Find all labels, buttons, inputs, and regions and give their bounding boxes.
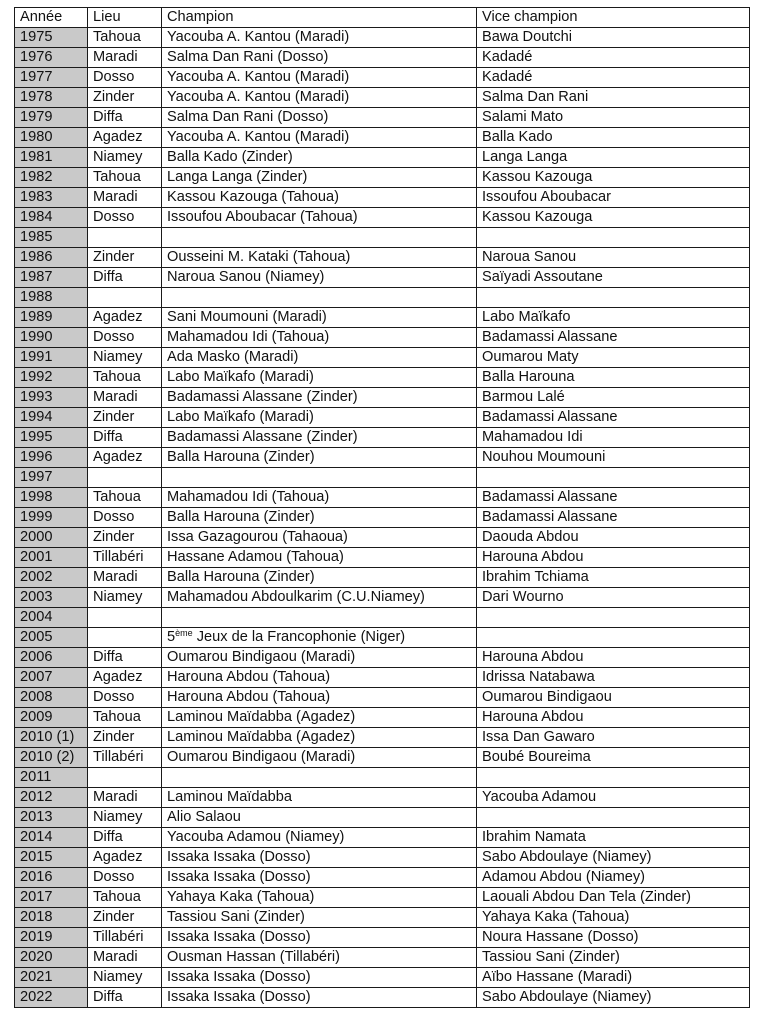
cell-lieu (88, 228, 162, 248)
table-row (15, 808, 750, 828)
table-row (15, 348, 750, 368)
cell-vice-champion: Daouda Abdou (477, 528, 750, 548)
cell-annee: 1981 (15, 148, 88, 168)
cell-lieu: Tahoua (88, 488, 162, 508)
cell-vice-champion (477, 808, 750, 828)
cell-annee: 2006 (15, 648, 88, 668)
table-row (15, 428, 750, 448)
table-row (15, 788, 750, 808)
cell-champion: Harouna Abdou (Tahoua) (162, 668, 477, 688)
table-row (15, 408, 750, 428)
table-row (15, 148, 750, 168)
table-row (15, 188, 750, 208)
cell-annee: 1998 (15, 488, 88, 508)
cell-annee: 2019 (15, 928, 88, 948)
cell-lieu: Tahoua (88, 708, 162, 728)
champions-table-container (14, 7, 750, 1008)
cell-annee: 2001 (15, 548, 88, 568)
cell-annee: 1978 (15, 88, 88, 108)
table-row (15, 828, 750, 848)
cell-champion: Badamassi Alassane (Zinder) (162, 428, 477, 448)
cell-vice-champion: Noura Hassane (Dosso) (477, 928, 750, 948)
cell-lieu: Niamey (88, 968, 162, 988)
cell-vice-champion: Adamou Abdou (Niamey) (477, 868, 750, 888)
cell-champion: Ada Masko (Maradi) (162, 348, 477, 368)
cell-champion (162, 628, 477, 648)
cell-champion: Balla Harouna (Zinder) (162, 448, 477, 468)
table-row (15, 708, 750, 728)
cell-lieu: Tahoua (88, 368, 162, 388)
cell-vice-champion: Harouna Abdou (477, 708, 750, 728)
cell-lieu: Maradi (88, 48, 162, 68)
cell-champion: Alio Salaou (162, 808, 477, 828)
cell-lieu: Agadez (88, 848, 162, 868)
cell-champion: Hassane Adamou (Tahoua) (162, 548, 477, 568)
cell-lieu (88, 628, 162, 648)
cell-vice-champion: Labo Maïkafo (477, 308, 750, 328)
cell-vice-champion: Yahaya Kaka (Tahoua) (477, 908, 750, 928)
table-row (15, 588, 750, 608)
cell-lieu: Dosso (88, 328, 162, 348)
cell-champion: Yacouba A. Kantou (Maradi) (162, 88, 477, 108)
cell-lieu: Dosso (88, 508, 162, 528)
edition-ordinal-suffix: ème (175, 628, 193, 638)
table-row (15, 308, 750, 328)
cell-annee: 2010 (1) (15, 728, 88, 748)
cell-champion: Laminou Maïdabba (Agadez) (162, 728, 477, 748)
cell-lieu: Tillabéri (88, 928, 162, 948)
cell-vice-champion: Bawa Doutchi (477, 28, 750, 48)
cell-champion (162, 608, 477, 628)
cell-lieu (88, 768, 162, 788)
cell-annee: 1982 (15, 168, 88, 188)
cell-champion: Kassou Kazouga (Tahoua) (162, 188, 477, 208)
table-row (15, 208, 750, 228)
cell-lieu: Niamey (88, 348, 162, 368)
cell-annee: 2018 (15, 908, 88, 928)
cell-annee: 2013 (15, 808, 88, 828)
cell-annee: 1975 (15, 28, 88, 48)
table-body (15, 28, 750, 1008)
cell-annee: 2003 (15, 588, 88, 608)
table-row (15, 468, 750, 488)
cell-champion: Salma Dan Rani (Dosso) (162, 108, 477, 128)
table-row (15, 648, 750, 668)
cell-annee: 2014 (15, 828, 88, 848)
cell-vice-champion (477, 288, 750, 308)
cell-champion (162, 288, 477, 308)
cell-vice-champion: Balla Harouna (477, 368, 750, 388)
cell-annee: 1988 (15, 288, 88, 308)
cell-champion: Issaka Issaka (Dosso) (162, 928, 477, 948)
table-row (15, 48, 750, 68)
cell-annee: 2012 (15, 788, 88, 808)
cell-champion: Mahamadou Idi (Tahoua) (162, 488, 477, 508)
cell-vice-champion: Harouna Abdou (477, 548, 750, 568)
cell-vice-champion: Nouhou Moumouni (477, 448, 750, 468)
cell-vice-champion (477, 228, 750, 248)
table-row (15, 268, 750, 288)
cell-vice-champion: Badamassi Alassane (477, 408, 750, 428)
cell-champion: Laminou Maïdabba (162, 788, 477, 808)
table-row (15, 928, 750, 948)
cell-vice-champion: Kadadé (477, 68, 750, 88)
table-row (15, 848, 750, 868)
cell-lieu: Dosso (88, 688, 162, 708)
cell-champion: Salma Dan Rani (Dosso) (162, 48, 477, 68)
table-row (15, 508, 750, 528)
table-row (15, 768, 750, 788)
cell-champion: Badamassi Alassane (Zinder) (162, 388, 477, 408)
table-header (15, 8, 750, 28)
cell-lieu: Tahoua (88, 888, 162, 908)
table-row (15, 608, 750, 628)
cell-champion: Issaka Issaka (Dosso) (162, 848, 477, 868)
cell-champion: Oumarou Bindigaou (Maradi) (162, 648, 477, 668)
table-row (15, 888, 750, 908)
header-champion: Champion (162, 8, 477, 28)
cell-vice-champion: Salami Mato (477, 108, 750, 128)
cell-annee: 2002 (15, 568, 88, 588)
cell-vice-champion: Saïyadi Assoutane (477, 268, 750, 288)
table-row (15, 68, 750, 88)
cell-lieu: Diffa (88, 648, 162, 668)
cell-champion: Naroua Sanou (Niamey) (162, 268, 477, 288)
cell-champion: Issaka Issaka (Dosso) (162, 988, 477, 1008)
cell-annee: 2005 (15, 628, 88, 648)
table-row (15, 668, 750, 688)
cell-lieu: Tahoua (88, 28, 162, 48)
cell-lieu: Maradi (88, 388, 162, 408)
cell-annee: 1992 (15, 368, 88, 388)
cell-annee: 2015 (15, 848, 88, 868)
edition-label: Jeux de la Francophonie (Niger) (192, 629, 406, 645)
cell-vice-champion (477, 768, 750, 788)
cell-champion: Labo Maïkafo (Maradi) (162, 368, 477, 388)
cell-vice-champion: Aïbo Hassane (Maradi) (477, 968, 750, 988)
cell-lieu: Zinder (88, 728, 162, 748)
table-row (15, 688, 750, 708)
table-row (15, 28, 750, 48)
cell-vice-champion: Idrissa Natabawa (477, 668, 750, 688)
cell-lieu: Maradi (88, 568, 162, 588)
cell-vice-champion: Badamassi Alassane (477, 488, 750, 508)
cell-annee: 1997 (15, 468, 88, 488)
cell-champion: Issa Gazagourou (Tahaoua) (162, 528, 477, 548)
cell-lieu: Maradi (88, 188, 162, 208)
cell-champion: Issaka Issaka (Dosso) (162, 968, 477, 988)
cell-vice-champion: Kassou Kazouga (477, 208, 750, 228)
cell-annee: 2017 (15, 888, 88, 908)
cell-vice-champion: Tassiou Sani (Zinder) (477, 948, 750, 968)
cell-vice-champion: Laouali Abdou Dan Tela (Zinder) (477, 888, 750, 908)
cell-annee: 1986 (15, 248, 88, 268)
cell-champion: Ousseini M. Kataki (Tahoua) (162, 248, 477, 268)
cell-vice-champion: Issoufou Aboubacar (477, 188, 750, 208)
cell-champion: Yacouba A. Kantou (Maradi) (162, 28, 477, 48)
cell-lieu: Diffa (88, 268, 162, 288)
cell-annee: 2016 (15, 868, 88, 888)
cell-champion (162, 468, 477, 488)
cell-annee: 2007 (15, 668, 88, 688)
cell-champion: Tassiou Sani (Zinder) (162, 908, 477, 928)
cell-vice-champion: Mahamadou Idi (477, 428, 750, 448)
cell-lieu: Dosso (88, 208, 162, 228)
cell-lieu: Zinder (88, 908, 162, 928)
cell-vice-champion: Ibrahim Tchiama (477, 568, 750, 588)
cell-vice-champion: Oumarou Maty (477, 348, 750, 368)
cell-vice-champion: Barmou Lalé (477, 388, 750, 408)
cell-champion: Labo Maïkafo (Maradi) (162, 408, 477, 428)
header-vice-champion: Vice champion (477, 8, 750, 28)
cell-vice-champion: Yacouba Adamou (477, 788, 750, 808)
cell-lieu: Zinder (88, 528, 162, 548)
table-row (15, 488, 750, 508)
table-row (15, 88, 750, 108)
cell-annee: 1979 (15, 108, 88, 128)
cell-vice-champion: Balla Kado (477, 128, 750, 148)
cell-vice-champion: Issa Dan Gawaro (477, 728, 750, 748)
cell-annee: 1995 (15, 428, 88, 448)
cell-annee: 1993 (15, 388, 88, 408)
table-row (15, 728, 750, 748)
table-row (15, 168, 750, 188)
cell-lieu: Diffa (88, 828, 162, 848)
edition-number: 5 (167, 629, 176, 645)
cell-annee: 2008 (15, 688, 88, 708)
cell-annee: 2009 (15, 708, 88, 728)
cell-champion: Oumarou Bindigaou (Maradi) (162, 748, 477, 768)
table-row (15, 748, 750, 768)
cell-annee: 1994 (15, 408, 88, 428)
cell-lieu: Agadez (88, 128, 162, 148)
table-row (15, 328, 750, 348)
cell-vice-champion: Sabo Abdoulaye (Niamey) (477, 988, 750, 1008)
cell-vice-champion: Ibrahim Namata (477, 828, 750, 848)
cell-annee: 2020 (15, 948, 88, 968)
cell-champion: Mahamadou Abdoulkarim (C.U.Niamey) (162, 588, 477, 608)
table-row (15, 108, 750, 128)
table-row (15, 248, 750, 268)
cell-champion: Langa Langa (Zinder) (162, 168, 477, 188)
cell-champion (162, 768, 477, 788)
cell-annee: 2004 (15, 608, 88, 628)
cell-champion: Yacouba A. Kantou (Maradi) (162, 68, 477, 88)
cell-lieu: Tillabéri (88, 748, 162, 768)
header-annee: Année (15, 8, 88, 28)
cell-lieu: Agadez (88, 448, 162, 468)
cell-lieu: Diffa (88, 988, 162, 1008)
cell-vice-champion: Salma Dan Rani (477, 88, 750, 108)
cell-annee: 1976 (15, 48, 88, 68)
cell-annee: 1996 (15, 448, 88, 468)
cell-lieu: Tillabéri (88, 548, 162, 568)
cell-champion: Yacouba Adamou (Niamey) (162, 828, 477, 848)
table-row (15, 908, 750, 928)
cell-champion: Yahaya Kaka (Tahoua) (162, 888, 477, 908)
cell-champion: Balla Kado (Zinder) (162, 148, 477, 168)
cell-annee: 2000 (15, 528, 88, 548)
cell-lieu (88, 608, 162, 628)
table-row (15, 948, 750, 968)
cell-lieu: Dosso (88, 68, 162, 88)
cell-champion: Issaka Issaka (Dosso) (162, 868, 477, 888)
cell-annee: 1980 (15, 128, 88, 148)
cell-lieu: Dosso (88, 868, 162, 888)
cell-vice-champion: Harouna Abdou (477, 648, 750, 668)
cell-annee: 1989 (15, 308, 88, 328)
cell-champion: Mahamadou Idi (Tahoua) (162, 328, 477, 348)
cell-lieu: Zinder (88, 248, 162, 268)
cell-annee: 1990 (15, 328, 88, 348)
table-row (15, 868, 750, 888)
header-lieu: Lieu (88, 8, 162, 28)
cell-vice-champion: Oumarou Bindigaou (477, 688, 750, 708)
cell-vice-champion: Langa Langa (477, 148, 750, 168)
cell-annee: 2021 (15, 968, 88, 988)
cell-annee: 1983 (15, 188, 88, 208)
cell-annee: 1984 (15, 208, 88, 228)
cell-lieu: Maradi (88, 948, 162, 968)
cell-annee: 1999 (15, 508, 88, 528)
cell-vice-champion: Sabo Abdoulaye (Niamey) (477, 848, 750, 868)
table-row (15, 548, 750, 568)
table-row (15, 128, 750, 148)
cell-lieu: Agadez (88, 308, 162, 328)
cell-vice-champion: Naroua Sanou (477, 248, 750, 268)
cell-annee: 1977 (15, 68, 88, 88)
cell-vice-champion: Kadadé (477, 48, 750, 68)
cell-lieu: Zinder (88, 88, 162, 108)
cell-vice-champion: Dari Wourno (477, 588, 750, 608)
table-row (15, 448, 750, 468)
cell-vice-champion (477, 468, 750, 488)
cell-lieu: Niamey (88, 588, 162, 608)
header-row (15, 8, 750, 28)
cell-vice-champion: Badamassi Alassane (477, 328, 750, 348)
table-row (15, 388, 750, 408)
cell-lieu: Diffa (88, 108, 162, 128)
cell-champion: Balla Harouna (Zinder) (162, 568, 477, 588)
cell-vice-champion (477, 608, 750, 628)
cell-lieu: Niamey (88, 148, 162, 168)
cell-annee: 2010 (2) (15, 748, 88, 768)
cell-annee: 1991 (15, 348, 88, 368)
table-row (15, 288, 750, 308)
cell-champion: Balla Harouna (Zinder) (162, 508, 477, 528)
cell-lieu: Maradi (88, 788, 162, 808)
cell-annee: 2022 (15, 988, 88, 1008)
cell-annee: 2011 (15, 768, 88, 788)
table-row (15, 568, 750, 588)
cell-lieu: Agadez (88, 668, 162, 688)
cell-vice-champion: Kassou Kazouga (477, 168, 750, 188)
champions-table (14, 7, 750, 1008)
cell-champion: Yacouba A. Kantou (Maradi) (162, 128, 477, 148)
table-row (15, 228, 750, 248)
cell-vice-champion (477, 628, 750, 648)
table-row (15, 988, 750, 1008)
cell-lieu (88, 468, 162, 488)
table-row (15, 968, 750, 988)
cell-lieu: Diffa (88, 428, 162, 448)
table-row (15, 628, 750, 648)
cell-annee: 1987 (15, 268, 88, 288)
cell-annee: 1985 (15, 228, 88, 248)
cell-champion (162, 228, 477, 248)
cell-champion: Ousman Hassan (Tillabéri) (162, 948, 477, 968)
cell-lieu (88, 288, 162, 308)
cell-champion: Sani Moumouni (Maradi) (162, 308, 477, 328)
cell-lieu: Zinder (88, 408, 162, 428)
cell-lieu: Tahoua (88, 168, 162, 188)
cell-champion: Issoufou Aboubacar (Tahoua) (162, 208, 477, 228)
table-row (15, 368, 750, 388)
cell-champion: Harouna Abdou (Tahoua) (162, 688, 477, 708)
table-row (15, 528, 750, 548)
cell-champion: Laminou Maïdabba (Agadez) (162, 708, 477, 728)
cell-lieu: Niamey (88, 808, 162, 828)
cell-vice-champion: Boubé Boureima (477, 748, 750, 768)
cell-vice-champion: Badamassi Alassane (477, 508, 750, 528)
